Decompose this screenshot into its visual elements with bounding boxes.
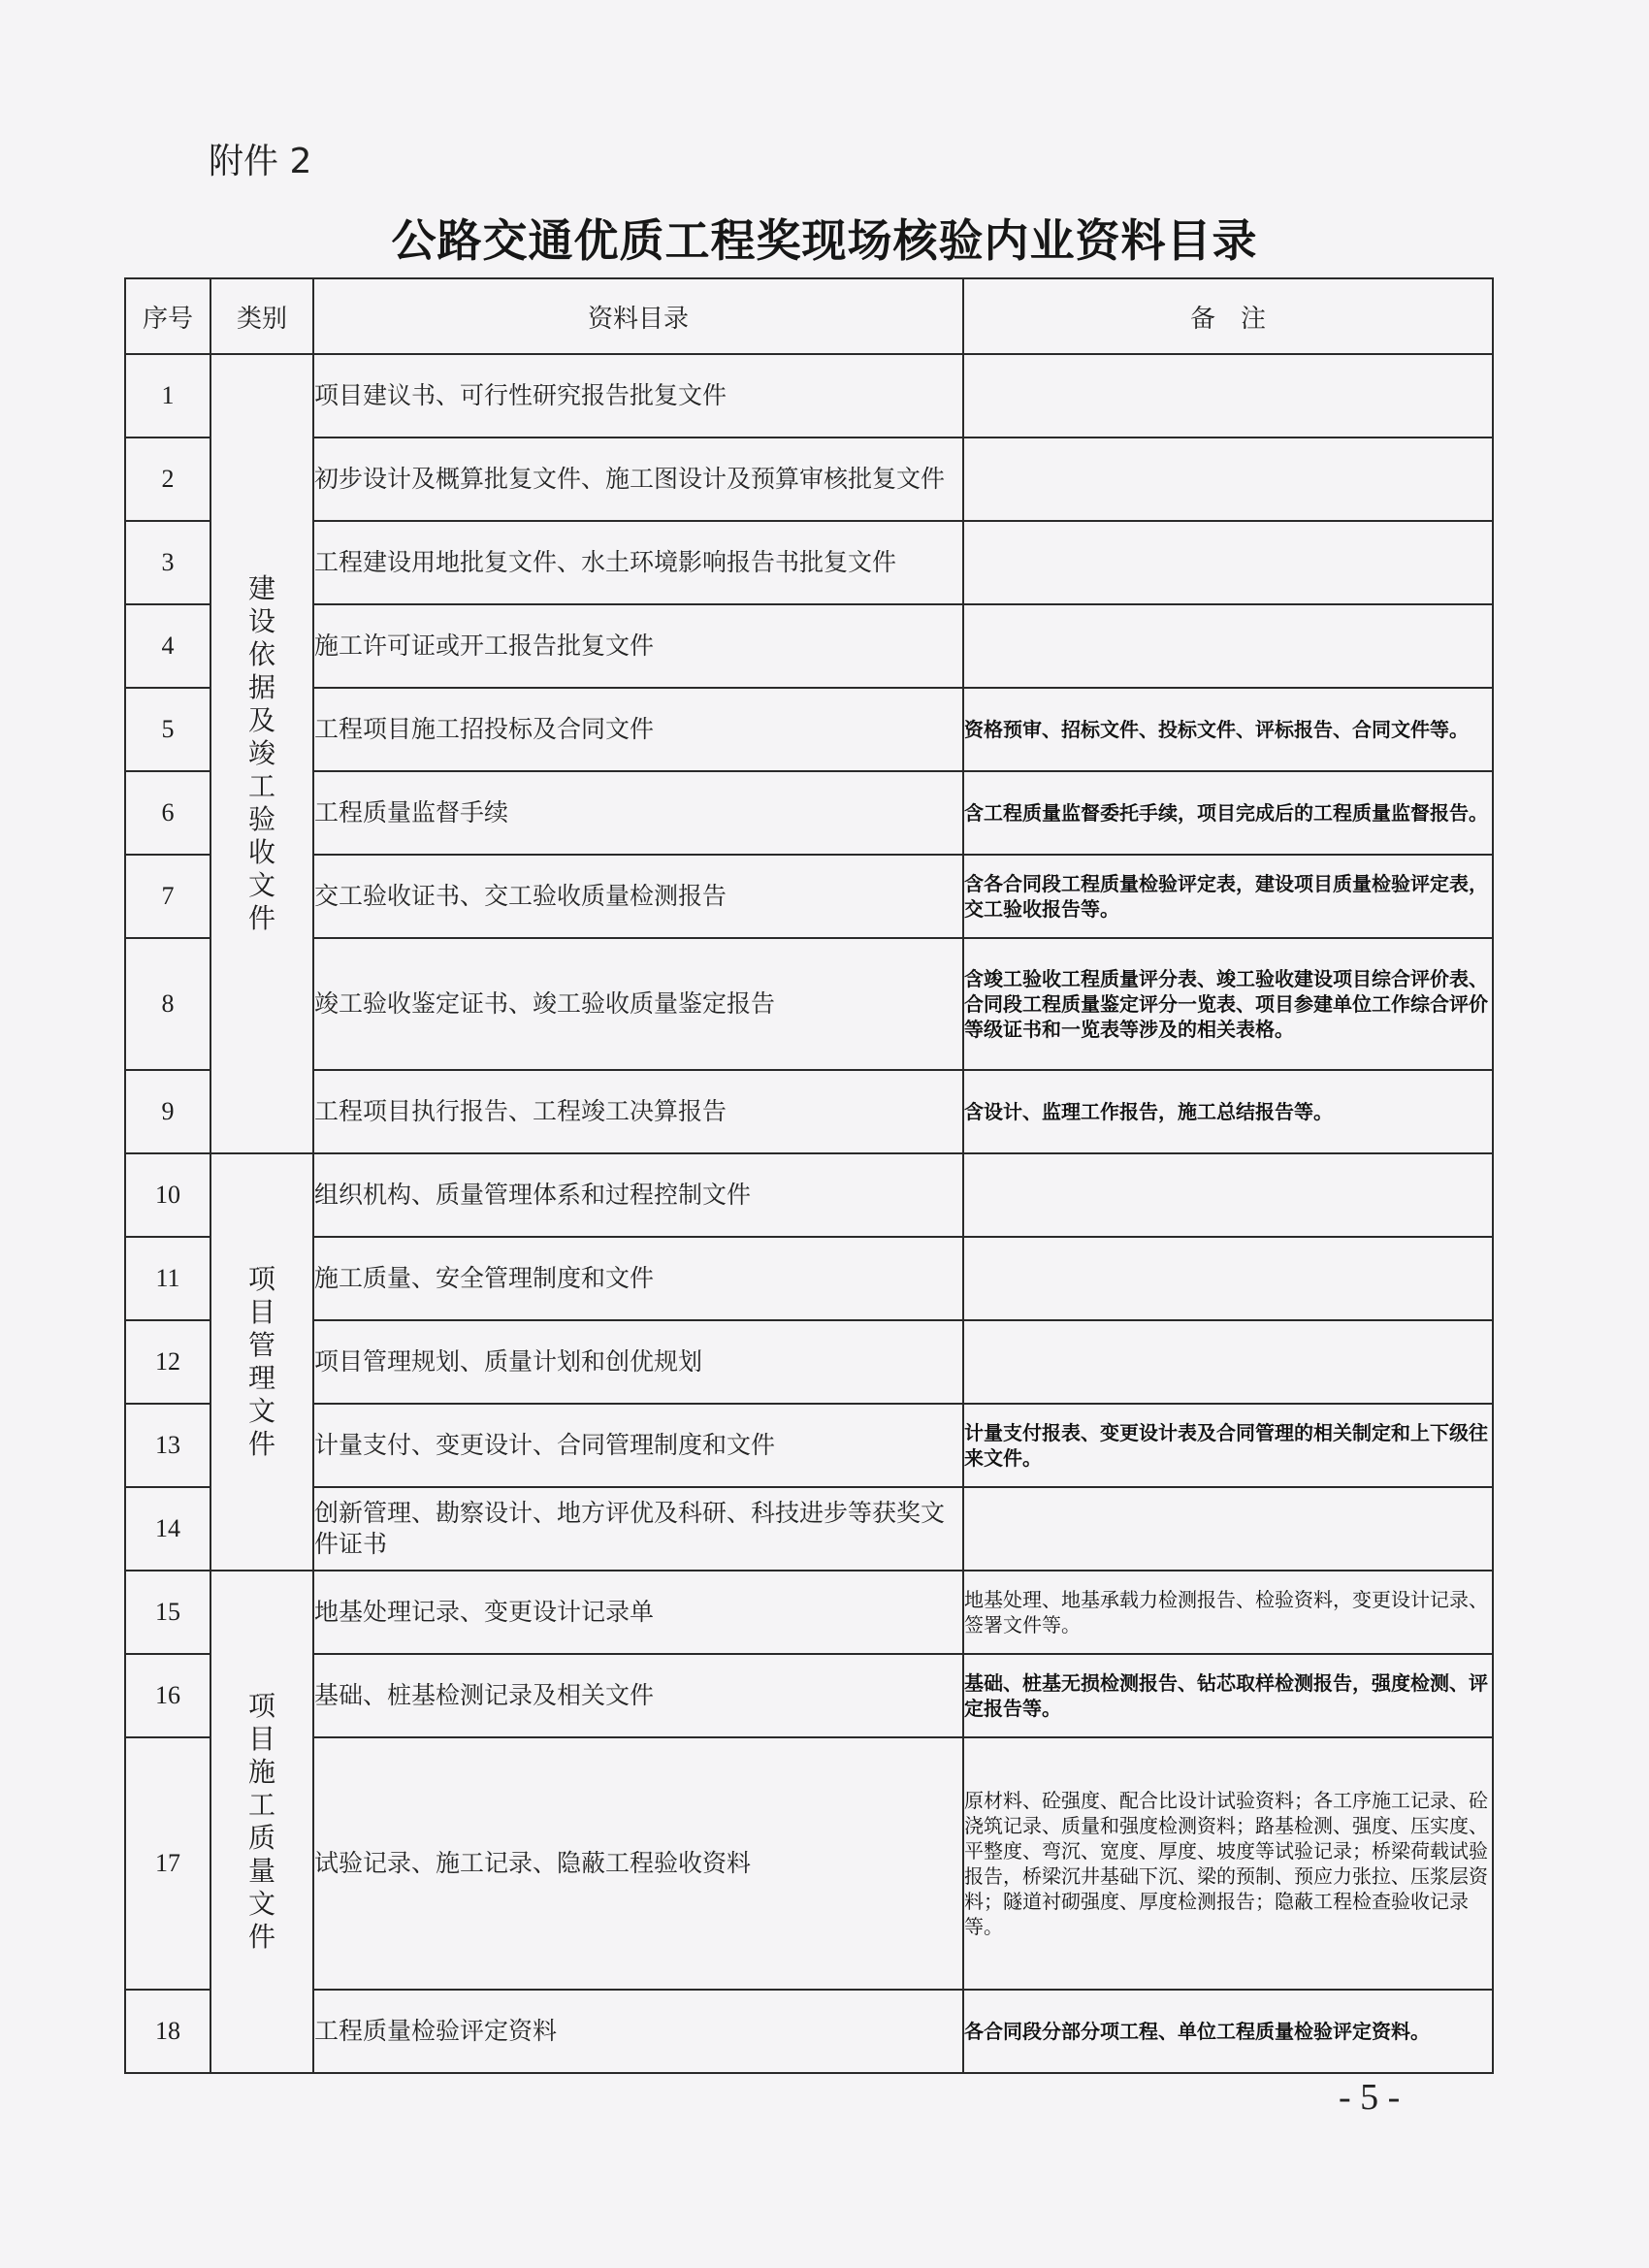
row-number: 2 [125,437,210,521]
row-number: 13 [125,1404,210,1487]
table-row [125,1404,1493,1487]
catalog-item: 竣工验收鉴定证书、竣工验收质量鉴定报告 [313,938,963,1070]
table-header-row [125,278,1493,354]
remark-cell [963,1153,1493,1237]
row-number: 18 [125,1990,210,2073]
column-header-catalog: 资料目录 [313,278,963,354]
row-number: 14 [125,1487,210,1571]
category-cell-construction [210,354,313,1153]
catalog-item: 工程建设用地批复文件、水土环境影响报告书批复文件 [313,521,963,604]
catalog-item: 组织机构、质量管理体系和过程控制文件 [313,1153,963,1237]
table-row [125,1737,1493,1990]
table-row [125,1070,1493,1153]
column-header-category: 类别 [210,278,313,354]
catalog-item: 计量支付、变更设计、合同管理制度和文件 [313,1404,963,1487]
row-number: 4 [125,604,210,688]
row-number: 11 [125,1237,210,1320]
row-number: 9 [125,1070,210,1153]
remark-cell: 含竣工验收工程质量评分表、竣工验收建设项目综合评价表、合同段工程质量鉴定评分一览表、项目参建单位工作综合评价等级证书和一览表等涉及的相关表格。 [963,938,1493,1070]
column-header-no: 序号 [125,278,210,354]
row-number: 12 [125,1320,210,1404]
remark-cell: 含设计、监理工作报告，施工总结报告等。 [963,1070,1493,1153]
row-number: 10 [125,1153,210,1237]
remark-cell: 计量支付报表、变更设计表及合同管理的相关制定和上下级往来文件。 [963,1404,1493,1487]
row-number: 15 [125,1571,210,1654]
catalog-item: 创新管理、勘察设计、地方评优及科研、科技进步等获奖文件证书 [313,1487,963,1571]
catalog-table [124,277,1494,2074]
catalog-item: 工程质量检验评定资料 [313,1990,963,2073]
row-number: 1 [125,354,210,437]
remark-cell: 资格预审、招标文件、投标文件、评标报告、合同文件等。 [963,688,1493,771]
catalog-item: 项目建议书、可行性研究报告批复文件 [313,354,963,437]
remark-cell: 原材料、砼强度、配合比设计试验资料；各工序施工记录、砼浇筑记录、质量和强度检测资料；路基检测、强度、压实度、平整度、弯沉、宽度、厚度、坡度等试验记录；桥梁荷载试验报告，桥梁沉井基础下沉、梁的预制、预应力张拉、压浆层资料；隧道衬砌强度、厚度检测报告；隐蔽工程检查验收记录等。 [963,1737,1493,1990]
remark-cell [963,521,1493,604]
catalog-item: 交工验收证书、交工验收质量检测报告 [313,855,963,938]
table-row [125,855,1493,938]
catalog-item: 工程项目执行报告、工程竣工决算报告 [313,1070,963,1153]
attachment-label: 附件 2 [209,142,312,181]
row-number: 16 [125,1654,210,1737]
catalog-item: 施工质量、安全管理制度和文件 [313,1237,963,1320]
column-header-remarks: 备 注 [963,278,1493,354]
table-row [125,1237,1493,1320]
catalog-item: 工程质量监督手续 [313,771,963,855]
remark-cell: 含工程质量监督委托手续，项目完成后的工程质量监督报告。 [963,771,1493,855]
table-row [125,688,1493,771]
catalog-item: 项目管理规划、质量计划和创优规划 [313,1320,963,1404]
table-row [125,1487,1493,1571]
page-title: 公路交通优质工程奖现场核验内业资料目录 [391,214,1258,267]
table-row [125,437,1493,521]
row-number: 7 [125,855,210,938]
catalog-item: 施工许可证或开工报告批复文件 [313,604,963,688]
table-row [125,521,1493,604]
remark-cell [963,1320,1493,1404]
catalog-item: 地基处理记录、变更设计记录单 [313,1571,963,1654]
table-row [125,1654,1493,1737]
catalog-item: 基础、桩基检测记录及相关文件 [313,1654,963,1737]
page-number: - 5 - [1339,2077,1401,2118]
category-cell-quality [210,1571,313,2073]
remark-cell: 含各合同段工程质量检验评定表，建设项目质量检验评定表，交工验收报告等。 [963,855,1493,938]
table-row [125,354,1493,437]
remark-cell: 基础、桩基无损检测报告、钻芯取样检测报告，强度检测、评定报告等。 [963,1654,1493,1737]
remark-cell [963,354,1493,437]
row-number: 17 [125,1737,210,1990]
table-row [125,1320,1493,1404]
table-row [125,771,1493,855]
category-label: 项目管理文件 [247,1263,275,1460]
remark-cell [963,604,1493,688]
remark-cell [963,1237,1493,1320]
category-label: 建设依据及竣工验收文件 [247,572,275,934]
table-row [125,1153,1493,1237]
row-number: 5 [125,688,210,771]
category-label: 项目施工质量文件 [247,1690,275,1953]
catalog-item: 工程项目施工招投标及合同文件 [313,688,963,771]
catalog-item: 初步设计及概算批复文件、施工图设计及预算审核批复文件 [313,437,963,521]
row-number: 8 [125,938,210,1070]
table-row [125,1571,1493,1654]
table-row [125,938,1493,1070]
row-number: 3 [125,521,210,604]
remark-cell [963,437,1493,521]
remark-cell [963,1487,1493,1571]
category-cell-management [210,1153,313,1571]
remark-cell: 各合同段分部分项工程、单位工程质量检验评定资料。 [963,1990,1493,2073]
row-number: 6 [125,771,210,855]
table-row [125,1990,1493,2073]
remark-cell: 地基处理、地基承载力检测报告、检验资料，变更设计记录、签署文件等。 [963,1571,1493,1654]
table-row [125,604,1493,688]
catalog-item: 试验记录、施工记录、隐蔽工程验收资料 [313,1737,963,1990]
